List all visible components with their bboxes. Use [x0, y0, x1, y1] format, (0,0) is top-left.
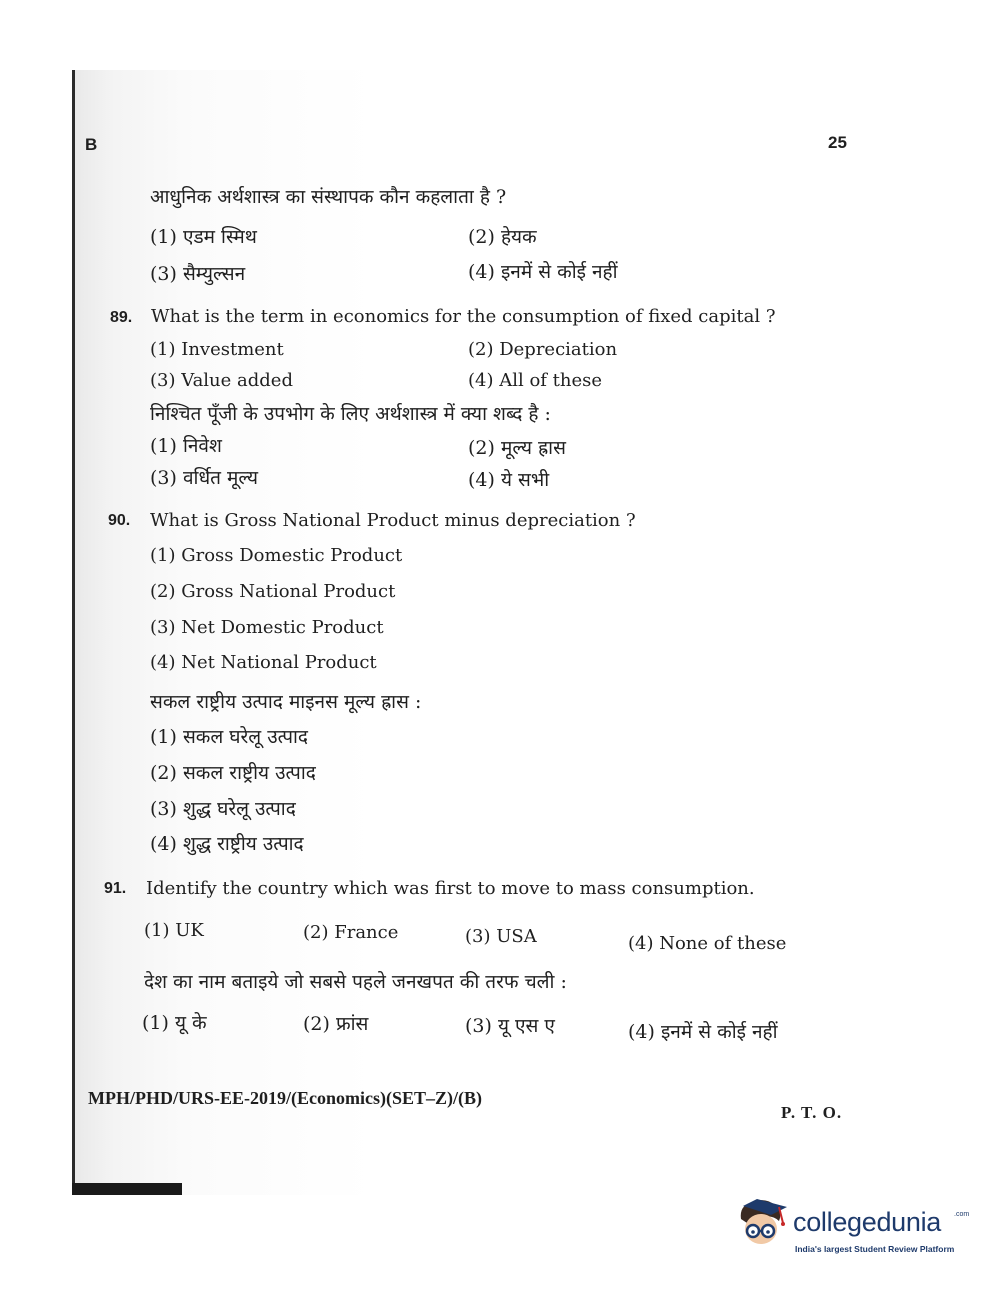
q91-option-1-en: (1) UK: [144, 920, 204, 941]
brand-tagline: India's largest Student Review Platform: [795, 1244, 955, 1254]
q90-option-4-hi: (4) शुद्ध राष्ट्रीय उत्पाद: [150, 833, 304, 855]
q88-question-hi: आधुनिक अर्थशास्त्र का संस्थापक कौन कहलाता है ?: [150, 186, 507, 208]
q91-option-3-en: (3) USA: [465, 926, 537, 947]
paper-code: MPH/PHD/URS-EE-2019/(Economics)(SET–Z)/(B): [88, 1088, 482, 1108]
q91-question-en: Identify the country which was first to move to mass consumption.: [146, 878, 755, 899]
q90-question-hi: सकल राष्ट्रीय उत्पाद माइनस मूल्य ह्रास :: [150, 691, 422, 713]
q88-option-2: (2) हेयक: [468, 226, 537, 248]
q89-option-2-en: (2) Depreciation: [468, 339, 618, 360]
q90-option-3-hi: (3) शुद्ध घरेलू उत्पाद: [150, 798, 296, 820]
q91-option-2-en: (2) France: [303, 922, 399, 943]
q90-option-1-en: (1) Gross Domestic Product: [150, 545, 403, 566]
brand-domain: .com: [954, 1211, 970, 1218]
q90-number: 90.: [108, 512, 131, 529]
q91-option-3-hi: (3) यू एस ए: [465, 1015, 555, 1037]
collegedunia-watermark: [735, 1193, 970, 1263]
q89-option-3-hi: (3) वर्धित मूल्य: [150, 467, 259, 489]
q89-option-2-hi: (2) मूल्य ह्रास: [468, 437, 566, 459]
q89-option-1-hi: (1) निवेश: [150, 435, 222, 457]
q90-question-en: What is Gross National Product minus depreciation ?: [150, 510, 636, 531]
mascot-graduate-icon: [735, 1193, 791, 1255]
q88-option-1: (1) एडम स्मिथ: [150, 226, 257, 248]
q89-option-1-en: (1) Investment: [150, 339, 284, 360]
q90-option-4-en: (4) Net National Product: [150, 652, 377, 673]
q89-option-3-en: (3) Value added: [150, 370, 293, 391]
q89-option-4-en: (4) All of these: [468, 370, 603, 391]
page-number: 25: [828, 133, 847, 152]
scan-edge-shadow: [72, 1183, 182, 1195]
q90-option-1-hi: (1) सकल घरेलू उत्पाद: [150, 726, 309, 748]
q90-option-2-hi: (2) सकल राष्ट्रीय उत्पाद: [150, 762, 316, 784]
set-label: B: [85, 135, 98, 154]
q91-number: 91.: [104, 880, 127, 897]
q89-question-en: What is the term in economics for the consumption of fixed capital ?: [151, 306, 776, 327]
q89-option-4-hi: (4) ये सभी: [468, 469, 550, 491]
q91-option-2-hi: (2) फ्रांस: [303, 1013, 369, 1035]
q90-option-3-en: (3) Net Domestic Product: [150, 617, 384, 638]
brand-name: collegedunia: [793, 1207, 942, 1237]
q90-option-2-en: (2) Gross National Product: [150, 581, 396, 602]
q88-option-4: (4) इनमें से कोई नहीं: [468, 261, 618, 283]
q89-number: 89.: [110, 309, 133, 326]
q88-option-3: (3) सैम्युल्सन: [150, 263, 246, 285]
q91-option-1-hi: (1) यू के: [142, 1012, 207, 1034]
pto-label: P. T. O.: [781, 1103, 843, 1122]
q91-question-hi: देश का नाम बताइये जो सबसे पहले जनखपत की तरफ चली :: [144, 971, 567, 993]
q89-question-hi: निश्चित पूँजी के उपभोग के लिए अर्थशास्त्र में क्या शब्द है :: [150, 403, 551, 425]
q91-option-4-hi: (4) इनमें से कोई नहीं: [628, 1021, 778, 1043]
q91-option-4-en: (4) None of these: [628, 933, 787, 954]
